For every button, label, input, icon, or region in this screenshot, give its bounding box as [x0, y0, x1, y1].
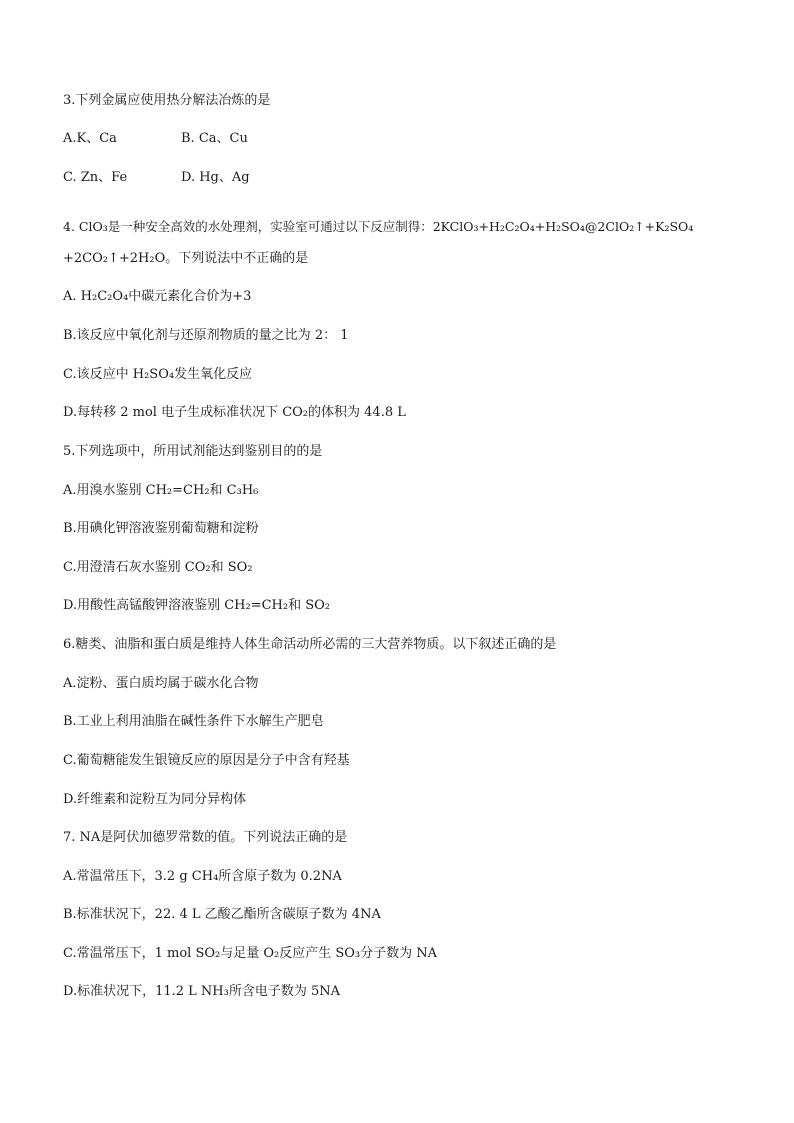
question-4-stem-line-1: 4. ClO₃是一种安全高效的水处理剂，实验室可通过以下反应制得：2KClO₃+H₂C₂O₄+H₂SO₄@2ClO₂↑+K₂SO₄ [63, 219, 694, 234]
question-7-stem: 7. NA是阿伏加德罗常数的值。下列说法正确的是 [63, 830, 348, 845]
question-3-option-b: B. Ca、Cu [181, 131, 248, 146]
question-7-option-c: C.常温常压下，1 mol SO₂与足量 O₂反应产生 SO₃分子数为 NA [63, 946, 438, 961]
question-3-options-row-2 [63, 171, 250, 184]
question-7-option-b: B.标准状况下，22. 4 L 乙酸乙酯所含碳原子数为 4NA [63, 907, 381, 922]
question-4-option-a: A. H₂C₂O₄中碳元素化合价为+3 [63, 289, 252, 304]
question-3-option-a: A.K、Ca [63, 131, 117, 146]
question-4-option-b: B.该反应中氧化剂与还原剂物质的量之比为 2： 1 [63, 328, 349, 343]
question-5-stem: 5.下列选项中，所用试剂能达到鉴别目的的是 [63, 444, 323, 459]
question-3-option-c: C. Zn、Fe [63, 170, 128, 185]
question-7-option-a: A.常温常压下，3.2 g CH₄所含原子数为 0.2NA [63, 869, 342, 884]
question-7-option-d: D.标准状况下，11.2 L NH₃所含电子数为 5NA [63, 984, 341, 999]
question-5-option-a: A.用溴水鉴别 CH₂=CH₂和 C₃H₆ [63, 483, 259, 498]
question-4-option-d: D.每转移 2 mol 电子生成标准状况下 CO₂的体积为 44.8 L [63, 405, 406, 420]
question-6-stem: 6.糖类、油脂和蛋白质是维持人体生命活动所必需的三大营养物质。以下叙述正确的是 [63, 637, 557, 652]
question-6-option-a: A.淀粉、蛋白质均属于碳水化合物 [63, 676, 259, 691]
question-5-option-d: D.用酸性高锰酸钾溶液鉴别 CH₂=CH₂和 SO₂ [63, 598, 331, 613]
question-6-option-c: C.葡萄糖能发生银镜反应的原因是分子中含有羟基 [63, 753, 350, 768]
question-6-option-d: D.纤维素和淀粉互为同分异构体 [63, 792, 247, 807]
question-5-option-b: B.用碘化钾溶液鉴别葡萄糖和淀粉 [63, 521, 259, 536]
question-5-option-c: C.用澄清石灰水鉴别 CO₂和 SO₂ [63, 560, 253, 575]
question-4-stem-line-2: +2CO₂↑+2H₂O。下列说法中不正确的是 [63, 251, 309, 266]
question-3-options-row-1 [63, 132, 248, 145]
question-3-stem: 3.下列金属应使用热分解法冶炼的是 [63, 93, 271, 108]
question-4-option-c: C.该反应中 H₂SO₄发生氧化反应 [63, 367, 253, 382]
question-3-option-d: D. Hg、Ag [181, 170, 250, 185]
question-6-option-b: B.工业上利用油脂在碱性条件下水解生产肥皂 [63, 714, 324, 729]
